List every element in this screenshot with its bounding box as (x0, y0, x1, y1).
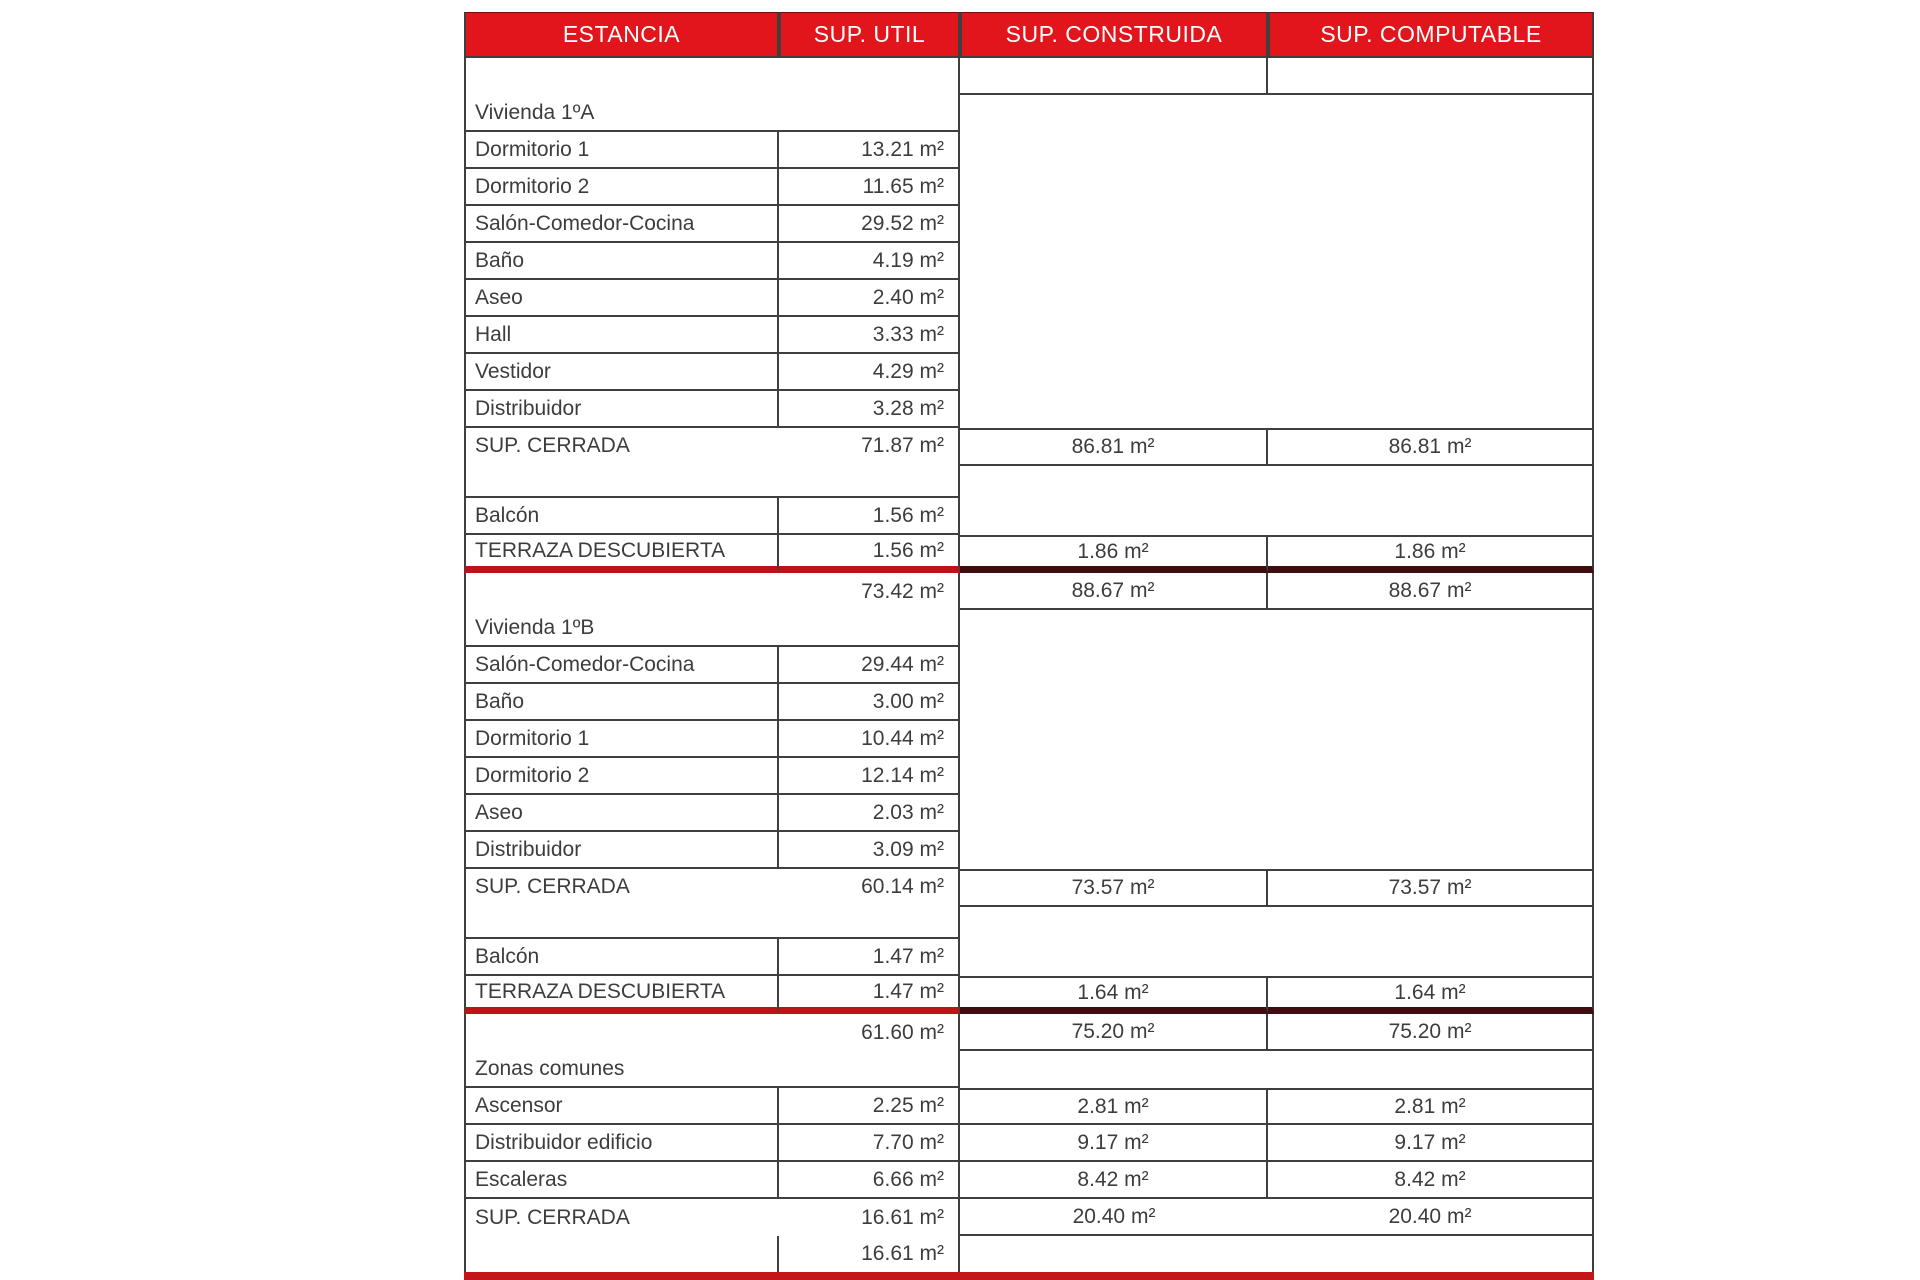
room-sup-construida: 8.42 m² (960, 1162, 1268, 1199)
room-sup-util: 3.09 m² (779, 832, 960, 869)
room-name: Salón-Comedor-Cocina (464, 206, 779, 243)
room-sup-construida: 9.17 m² (960, 1125, 1268, 1162)
room-sup-util: 4.19 m² (779, 243, 960, 280)
section-title-vivienda-a: Vivienda 1ºA (464, 58, 960, 132)
room-name: Vestidor (464, 354, 779, 391)
room-sup-util: 1.56 m² (779, 498, 960, 535)
empty-region-zonas (960, 1051, 1594, 1088)
room-sup-util: 2.40 m² (779, 280, 960, 317)
room-sup-util: 3.28 m² (779, 391, 960, 428)
room-name: Dormitorio 2 (464, 758, 779, 795)
sup-cerrada-construida: 73.57 m² (960, 869, 1268, 907)
section-total-util: 61.60 m² (464, 1014, 960, 1051)
terraza-computable: 1.86 m² (1268, 535, 1594, 573)
room-name: Escaleras (464, 1162, 779, 1199)
empty-cell-bottom-right (960, 1236, 1594, 1272)
terraza-util: 1.56 m² (779, 535, 960, 573)
room-name: Balcón (464, 498, 779, 535)
room-sup-computable: 2.81 m² (1268, 1088, 1594, 1125)
sup-cerrada-util: 60.14 m² (861, 875, 944, 898)
sup-cerrada-construida: 20.40 m² (960, 1199, 1268, 1236)
section-total-computable: 75.20 m² (1268, 1014, 1594, 1051)
room-sup-construida: 2.81 m² (960, 1088, 1268, 1125)
section-total-construida: 88.67 m² (960, 573, 1268, 610)
zonas-total-util: 16.61 m² (779, 1236, 960, 1272)
terraza-util: 1.47 m² (779, 976, 960, 1014)
room-sup-util: 29.44 m² (779, 647, 960, 684)
empty-gap-vivienda-a (960, 466, 1594, 535)
room-sup-util: 2.25 m² (779, 1088, 960, 1125)
empty-gap-vivienda-b (960, 907, 1594, 976)
empty-cell-construida-top (960, 58, 1268, 95)
column-header-estancia: ESTANCIA (464, 12, 779, 58)
room-sup-util: 4.29 m² (779, 354, 960, 391)
terraza-construida: 1.64 m² (960, 976, 1268, 1014)
empty-region-vivienda-a (960, 95, 1594, 428)
empty-cell-computable-top (1268, 58, 1594, 95)
room-name: Baño (464, 243, 779, 280)
sup-cerrada-row (464, 428, 960, 498)
room-name: Distribuidor (464, 391, 779, 428)
room-name: Dormitorio 1 (464, 721, 779, 758)
sup-cerrada-label: SUP. CERRADA (475, 875, 630, 898)
column-header-sup-util: SUP. UTIL (779, 12, 960, 58)
surface-areas-table (464, 12, 1594, 1280)
room-sup-util: 12.14 m² (779, 758, 960, 795)
room-sup-util: 2.03 m² (779, 795, 960, 832)
room-name: Balcón (464, 939, 779, 976)
sup-cerrada-row (464, 1199, 960, 1236)
room-name: Baño (464, 684, 779, 721)
room-name: Aseo (464, 795, 779, 832)
room-name: Hall (464, 317, 779, 354)
terraza-computable: 1.64 m² (1268, 976, 1594, 1014)
section-total-util: 73.42 m² (464, 573, 960, 610)
sup-cerrada-construida: 86.81 m² (960, 428, 1268, 466)
room-sup-util: 3.00 m² (779, 684, 960, 721)
room-name: Ascensor (464, 1088, 779, 1125)
room-sup-util: 13.21 m² (779, 132, 960, 169)
room-sup-util: 7.70 m² (779, 1125, 960, 1162)
terraza-construida: 1.86 m² (960, 535, 1268, 573)
column-header-sup-construida: SUP. CONSTRUIDA (960, 12, 1268, 58)
room-sup-computable: 9.17 m² (1268, 1125, 1594, 1162)
room-sup-computable: 8.42 m² (1268, 1162, 1594, 1199)
section-title-vivienda-b: Vivienda 1ºB (464, 610, 960, 647)
room-name: Distribuidor (464, 832, 779, 869)
room-name: Dormitorio 1 (464, 132, 779, 169)
bottom-red-bar (464, 1272, 1594, 1280)
sup-cerrada-computable: 73.57 m² (1268, 869, 1594, 907)
room-name: Distribuidor edificio (464, 1125, 779, 1162)
section-title-zonas-comunes: Zonas comunes (464, 1051, 960, 1088)
terraza-label: TERRAZA DESCUBIERTA (464, 976, 779, 1014)
room-sup-util: 11.65 m² (779, 169, 960, 206)
sup-cerrada-label: SUP. CERRADA (475, 1205, 630, 1229)
sup-cerrada-row (464, 869, 960, 939)
room-sup-util: 10.44 m² (779, 721, 960, 758)
sup-cerrada-util: 71.87 m² (861, 434, 944, 457)
section-total-computable: 88.67 m² (1268, 573, 1594, 610)
empty-region-vivienda-b (960, 610, 1594, 869)
sup-cerrada-label: SUP. CERRADA (475, 434, 630, 457)
section-total-construida: 75.20 m² (960, 1014, 1268, 1051)
room-sup-util: 3.33 m² (779, 317, 960, 354)
room-name: Salón-Comedor-Cocina (464, 647, 779, 684)
room-name: Dormitorio 2 (464, 169, 779, 206)
room-sup-util: 1.47 m² (779, 939, 960, 976)
column-header-sup-computable: SUP. COMPUTABLE (1268, 12, 1594, 58)
terraza-label: TERRAZA DESCUBIERTA (464, 535, 779, 573)
room-sup-util: 29.52 m² (779, 206, 960, 243)
sup-cerrada-computable: 20.40 m² (1268, 1199, 1594, 1236)
empty-cell-bottom-left (464, 1236, 779, 1272)
room-name: Aseo (464, 280, 779, 317)
sup-cerrada-util: 16.61 m² (861, 1205, 944, 1229)
sup-cerrada-computable: 86.81 m² (1268, 428, 1594, 466)
room-sup-util: 6.66 m² (779, 1162, 960, 1199)
